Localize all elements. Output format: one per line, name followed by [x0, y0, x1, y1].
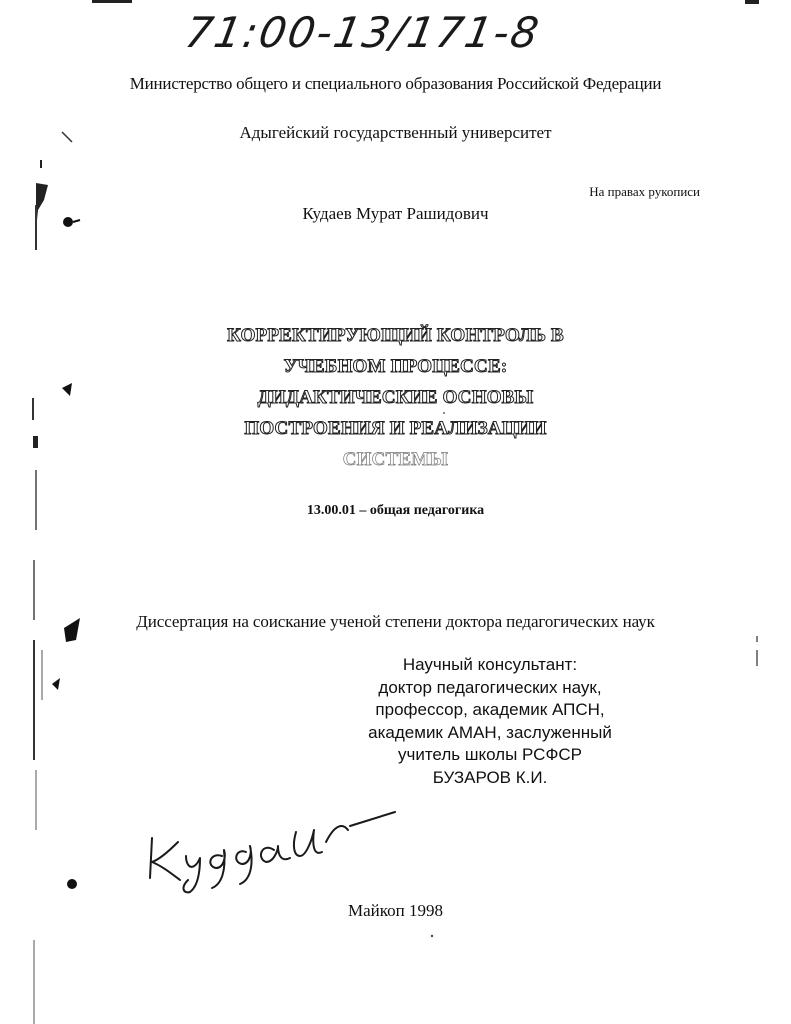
manuscript-rights-note: На правах рукописи: [589, 184, 700, 199]
signature-stroke: [150, 838, 152, 878]
top-edge-mark: [745, 0, 759, 4]
title-line: УЧЕБНОМ ПРОЦЕССЕ:: [283, 356, 508, 377]
signature-stroke: [261, 846, 290, 862]
consultant-heading: Научный консультант:: [402, 655, 578, 674]
specialty-code: 13.00.01 – общая педагогика: [306, 503, 485, 518]
margin-dot-mark: [62, 383, 72, 396]
signature-stroke: [326, 826, 348, 842]
title-line: СИСТЕМЫ: [342, 449, 449, 470]
consultant-line: доктор педагогических наук,: [378, 677, 602, 697]
title-line: КОРРЕКТИРУЮЩИЙ КОНТРОЛЬ В: [227, 325, 564, 346]
dissertation-statement: Диссертация на соискание ученой степени доктора педагогических наук: [136, 612, 655, 631]
consultant-line: профессор, академик АПСН,: [375, 700, 605, 719]
speck-mark: [431, 935, 433, 937]
signature-stroke: [152, 842, 180, 880]
consultant-line: учитель школы РСФСР: [397, 745, 582, 764]
archive-code-handwritten: 71:00-13/171-8: [181, 8, 545, 57]
signature-stroke: [350, 812, 395, 826]
margin-blot-mark: [33, 436, 38, 448]
title-line: ПОСТРОЕНИЯ И РЕАЛИЗАЦИИ: [244, 418, 547, 439]
author-name: Кудаев Мурат Рашидович: [302, 204, 489, 223]
ministry-header: Министерство общего и специального образования Российской Федерации: [129, 74, 662, 93]
signature-stroke: [184, 856, 200, 892]
margin-blot-mark: [36, 183, 48, 230]
speck-mark: [443, 412, 445, 414]
signature-stroke: [236, 846, 251, 884]
handwritten-signature: [150, 812, 395, 892]
place-and-year: Майкоп 1998: [347, 901, 443, 920]
margin-dot-mark: [63, 217, 73, 227]
margin-tick-mark: [62, 132, 72, 142]
margin-dot-mark: [52, 678, 60, 690]
title-line: ДИДАКТИЧЕСКИЕ ОСНОВЫ: [257, 387, 534, 408]
signature-stroke: [294, 830, 322, 856]
signature-stroke: [210, 850, 224, 888]
university-name: Адыгейский государственный университет: [239, 123, 552, 142]
margin-dot-mark: [67, 879, 77, 889]
consultant-line: БУЗАРОВ К.И.: [432, 767, 548, 787]
top-edge-mark: [92, 0, 132, 3]
margin-dot-mark: [73, 220, 80, 222]
margin-blot-mark: [64, 618, 80, 642]
consultant-line: академик АМАН, заслуженный: [368, 722, 612, 742]
